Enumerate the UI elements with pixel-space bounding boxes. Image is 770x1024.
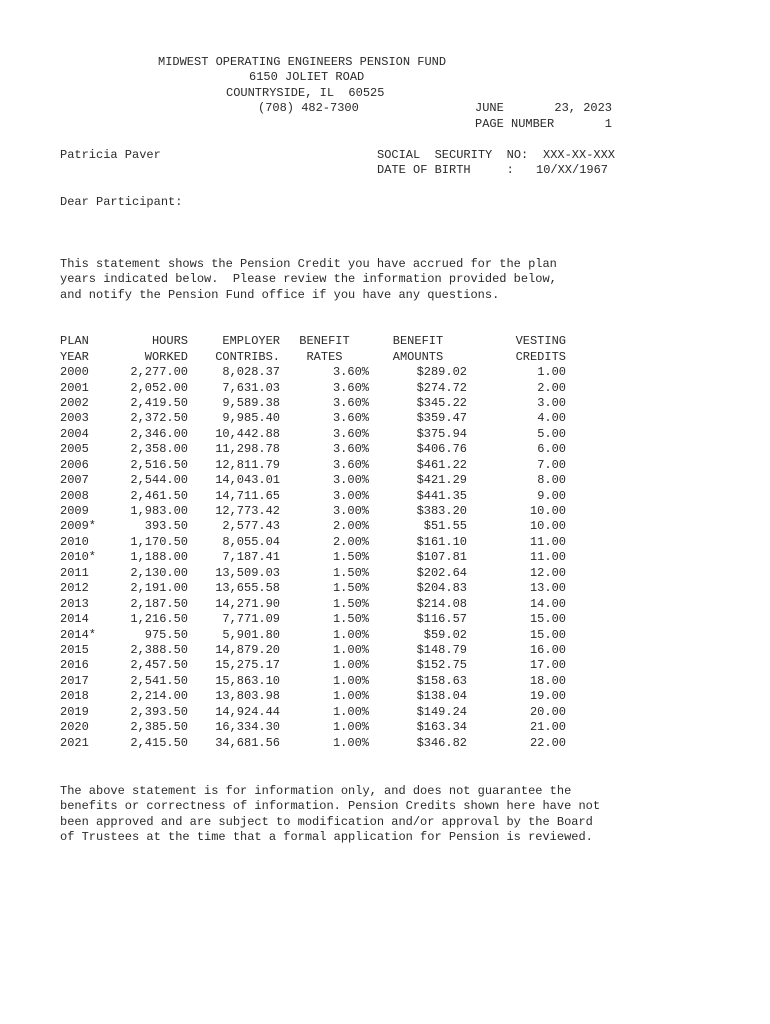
table-row	[60, 566, 566, 581]
benefit-amount-cell: $359.47	[416, 411, 467, 426]
header-hours: HOURS	[151, 334, 188, 349]
benefit-rate-cell: 3.60%	[332, 442, 369, 457]
ssn-value: XXX-XX-XXX	[543, 148, 616, 162]
vesting-credits-cell: 9.00	[537, 488, 566, 503]
hours-worked-cell: 2,052.00	[130, 380, 188, 395]
hours-worked-cell: 2,388.50	[130, 642, 188, 657]
ssn-label: SOCIAL SECURITY NO:	[377, 148, 529, 162]
benefit-rate-cell: 1.00%	[332, 673, 369, 688]
vesting-credits-cell: 11.00	[529, 550, 566, 565]
hours-worked-cell: 2,187.50	[130, 596, 188, 611]
benefit-rate-cell: 1.50%	[332, 565, 369, 580]
benefit-rate-cell: 1.00%	[332, 627, 369, 642]
benefit-rate-cell: 3.60%	[332, 380, 369, 395]
intro-line: and notify the Pension Fund office if you have any questions.	[60, 288, 500, 302]
employer-contribs-cell: 13,509.03	[215, 565, 280, 580]
header-worked: WORKED	[144, 349, 188, 364]
hours-worked-cell: 1,170.50	[130, 534, 188, 549]
plan-year-cell: 2014*	[60, 627, 97, 642]
employer-contribs-cell: 8,055.04	[222, 534, 280, 549]
table-row	[60, 535, 566, 550]
hours-worked-cell: 1,188.00	[130, 550, 188, 565]
hours-worked-cell: 1,216.50	[130, 612, 188, 627]
participant-name: Patricia Paver	[60, 148, 161, 162]
employer-contribs-cell: 9,985.40	[222, 411, 280, 426]
hours-worked-cell: 2,372.50	[130, 411, 188, 426]
header-plan: PLAN	[60, 334, 89, 349]
benefit-rate-cell: 1.00%	[332, 689, 369, 704]
table-row	[60, 581, 566, 596]
benefit-amount-cell: $204.83	[416, 581, 467, 596]
benefit-amount-cell: $214.08	[416, 596, 467, 611]
header-rates: RATES	[306, 349, 343, 364]
benefit-amount-cell: $345.22	[416, 395, 467, 410]
benefit-rate-cell: 2.00%	[332, 534, 369, 549]
vesting-credits-cell: 21.00	[529, 720, 566, 735]
pension-credit-table	[60, 334, 566, 751]
benefit-amount-cell: $375.94	[416, 426, 467, 441]
table-row	[60, 411, 566, 426]
employer-contribs-cell: 13,655.58	[215, 581, 280, 596]
employer-contribs-cell: 14,711.65	[215, 488, 280, 503]
plan-year-cell: 2017	[60, 673, 89, 688]
benefit-rate-cell: 1.00%	[332, 658, 369, 673]
benefit-amount-cell: $202.64	[416, 565, 467, 580]
plan-year-cell: 2020	[60, 720, 89, 735]
page-number: 1	[604, 117, 612, 131]
vesting-credits-cell: 15.00	[529, 627, 566, 642]
header-credits: CREDITS	[515, 349, 566, 364]
benefit-rate-cell: 1.00%	[332, 735, 369, 750]
employer-contribs-cell: 13,803.98	[215, 689, 280, 704]
table-row	[60, 519, 566, 534]
statement-date-day-year: 23, 2023	[554, 101, 612, 115]
header-vesting: VESTING	[515, 334, 566, 349]
employer-contribs-cell: 7,631.03	[222, 380, 280, 395]
benefit-amount-cell: $289.02	[416, 365, 467, 380]
benefit-amount-cell: $149.24	[416, 704, 467, 719]
dob-value: 10/XX/1967	[536, 163, 609, 177]
table-row	[60, 550, 566, 565]
benefit-amount-cell: $421.29	[416, 473, 467, 488]
table-row	[60, 458, 566, 473]
header-benefit-amounts: BENEFIT	[392, 334, 444, 349]
header-employer: EMPLOYER	[222, 334, 280, 349]
employer-contribs-cell: 14,271.90	[215, 596, 280, 611]
vesting-credits-cell: 2.00	[537, 380, 566, 395]
plan-year-cell: 2001	[60, 380, 89, 395]
plan-year-cell: 2014	[60, 612, 89, 627]
plan-year-cell: 2010*	[60, 550, 97, 565]
benefit-rate-cell: 1.50%	[332, 581, 369, 596]
dob-label: DATE OF BIRTH :	[377, 163, 514, 177]
fund-phone: (708) 482-7300	[258, 101, 359, 115]
page-number-label: PAGE NUMBER	[475, 117, 555, 131]
employer-contribs-cell: 5,901.80	[222, 627, 280, 642]
table-row	[60, 473, 566, 488]
table-row	[60, 596, 566, 611]
benefit-amount-cell: $461.22	[416, 457, 467, 472]
benefit-amount-cell: $51.55	[423, 519, 467, 534]
employer-contribs-cell: 8,028.37	[222, 365, 280, 380]
benefit-rate-cell: 3.00%	[332, 504, 369, 519]
benefit-amount-cell: $441.35	[416, 488, 467, 503]
header-year: YEAR	[60, 349, 89, 364]
benefit-rate-cell: 3.60%	[332, 395, 369, 410]
employer-contribs-cell: 14,924.44	[215, 704, 280, 719]
table-row	[60, 396, 566, 411]
benefit-amount-cell: $383.20	[416, 504, 467, 519]
plan-year-cell: 2013	[60, 596, 89, 611]
plan-year-cell: 2003	[60, 411, 89, 426]
hours-worked-cell: 2,385.50	[130, 720, 188, 735]
benefit-rate-cell: 1.50%	[332, 550, 369, 565]
benefit-amount-cell: $158.63	[416, 673, 467, 688]
hours-worked-cell: 2,544.00	[130, 473, 188, 488]
benefit-amount-cell: $163.34	[416, 720, 467, 735]
disclaimer-line: The above statement is for information only, and does not guarantee the	[60, 784, 572, 798]
employer-contribs-cell: 16,334.30	[215, 720, 280, 735]
benefit-amount-cell: $274.72	[416, 380, 467, 395]
plan-year-cell: 2009*	[60, 519, 97, 534]
benefit-rate-cell: 3.60%	[332, 426, 369, 441]
employer-contribs-cell: 7,187.41	[222, 550, 280, 565]
vesting-credits-cell: 3.00	[537, 395, 566, 410]
table-row	[60, 488, 566, 503]
plan-year-cell: 2015	[60, 642, 89, 657]
plan-year-cell: 2007	[60, 473, 89, 488]
hours-worked-cell: 2,393.50	[130, 704, 188, 719]
vesting-credits-cell: 13.00	[529, 581, 566, 596]
hours-worked-cell: 2,277.00	[130, 365, 188, 380]
table-row	[60, 674, 566, 689]
benefit-rate-cell: 3.60%	[332, 365, 369, 380]
vesting-credits-cell: 10.00	[529, 519, 566, 534]
table-row	[60, 442, 566, 457]
hours-worked-cell: 2,415.50	[130, 735, 188, 750]
vesting-credits-cell: 8.00	[537, 473, 566, 488]
vesting-credits-cell: 7.00	[537, 457, 566, 472]
employer-contribs-cell: 14,043.01	[215, 473, 280, 488]
vesting-credits-cell: 1.00	[537, 365, 566, 380]
vesting-credits-cell: 17.00	[529, 658, 566, 673]
plan-year-cell: 2011	[60, 565, 89, 580]
table-row	[60, 504, 566, 519]
employer-contribs-cell: 9,589.38	[222, 395, 280, 410]
benefit-rate-cell: 3.60%	[332, 411, 369, 426]
employer-contribs-cell: 2,577.43	[222, 519, 280, 534]
table-body	[60, 365, 566, 751]
employer-contribs-cell: 14,879.20	[215, 642, 280, 657]
benefit-amount-cell: $346.82	[416, 735, 467, 750]
table-row	[60, 643, 566, 658]
plan-year-cell: 2004	[60, 426, 89, 441]
fund-name: MIDWEST OPERATING ENGINEERS PENSION FUND	[158, 55, 447, 69]
benefit-rate-cell: 3.00%	[332, 488, 369, 503]
benefit-amount-cell: $406.76	[416, 442, 467, 457]
benefit-amount-cell: $148.79	[416, 642, 467, 657]
vesting-credits-cell: 5.00	[537, 426, 566, 441]
benefit-rate-cell: 1.00%	[332, 704, 369, 719]
disclaimer-line: benefits or correctness of information. Pension Credits shown here have not	[60, 799, 601, 813]
header-contribs: CONTRIBS.	[215, 349, 280, 364]
plan-year-cell: 2006	[60, 457, 89, 472]
plan-year-cell: 2016	[60, 658, 89, 673]
vesting-credits-cell: 22.00	[529, 735, 566, 750]
disclaimer-line: of Trustees at the time that a formal application for Pension is reviewed.	[60, 830, 593, 844]
vesting-credits-cell: 19.00	[529, 689, 566, 704]
table-header-row	[60, 334, 566, 349]
benefit-rate-cell: 2.00%	[332, 519, 369, 534]
benefit-amount-cell: $161.10	[416, 534, 467, 549]
intro-line: This statement shows the Pension Credit you have accrued for the plan	[60, 257, 557, 271]
plan-year-cell: 2002	[60, 395, 89, 410]
vesting-credits-cell: 12.00	[529, 565, 566, 580]
benefit-rate-cell: 1.00%	[332, 720, 369, 735]
vesting-credits-cell: 11.00	[529, 534, 566, 549]
plan-year-cell: 2000	[60, 365, 89, 380]
greeting: Dear Participant:	[60, 195, 183, 209]
hours-worked-cell: 2,541.50	[130, 673, 188, 688]
benefit-amount-cell: $107.81	[416, 550, 467, 565]
employer-contribs-cell: 34,681.56	[215, 735, 280, 750]
employer-contribs-cell: 15,863.10	[215, 673, 280, 688]
hours-worked-cell: 2,130.00	[130, 565, 188, 580]
employer-contribs-cell: 12,773.42	[215, 504, 280, 519]
vesting-credits-cell: 10.00	[529, 504, 566, 519]
plan-year-cell: 2005	[60, 442, 89, 457]
table-row	[60, 627, 566, 642]
header-benefit-rates: BENEFIT	[299, 334, 350, 349]
plan-year-cell: 2009	[60, 504, 89, 519]
plan-year-cell: 2019	[60, 704, 89, 719]
hours-worked-cell: 2,419.50	[130, 395, 188, 410]
plan-year-cell: 2018	[60, 689, 89, 704]
benefit-rate-cell: 1.00%	[332, 642, 369, 657]
plan-year-cell: 2010	[60, 534, 89, 549]
hours-worked-cell: 1,983.00	[130, 504, 188, 519]
benefit-amount-cell: $138.04	[416, 689, 467, 704]
vesting-credits-cell: 4.00	[537, 411, 566, 426]
hours-worked-cell: 2,461.50	[130, 488, 188, 503]
vesting-credits-cell: 6.00	[537, 442, 566, 457]
hours-worked-cell: 393.50	[144, 519, 188, 534]
table-row	[60, 705, 566, 720]
table-row	[60, 380, 566, 395]
table-row	[60, 612, 566, 627]
table-row	[60, 735, 566, 750]
employer-contribs-cell: 15,275.17	[215, 658, 280, 673]
plan-year-cell: 2012	[60, 581, 89, 596]
hours-worked-cell: 2,191.00	[130, 581, 188, 596]
header-amounts: AMOUNTS	[392, 349, 444, 364]
employer-contribs-cell: 11,298.78	[215, 442, 280, 457]
statement-date-month: JUNE	[475, 101, 504, 115]
disclaimer-line: been approved and are subject to modification and/or approval by the Board	[60, 815, 593, 829]
employer-contribs-cell: 12,811.79	[215, 457, 280, 472]
hours-worked-cell: 2,457.50	[130, 658, 188, 673]
fund-street: 6150 JOLIET ROAD	[249, 70, 365, 84]
plan-year-cell: 2008	[60, 488, 89, 503]
vesting-credits-cell: 14.00	[529, 596, 566, 611]
hours-worked-cell: 2,516.50	[130, 457, 188, 472]
intro-line: years indicated below. Please review the information provided below,	[60, 272, 557, 286]
benefit-rate-cell: 3.00%	[332, 473, 369, 488]
benefit-amount-cell: $116.57	[416, 612, 467, 627]
table-row	[60, 427, 566, 442]
benefit-rate-cell: 1.50%	[332, 612, 369, 627]
table-row	[60, 689, 566, 704]
benefit-rate-cell: 1.50%	[332, 596, 369, 611]
vesting-credits-cell: 15.00	[529, 612, 566, 627]
employer-contribs-cell: 7,771.09	[222, 612, 280, 627]
table-row	[60, 720, 566, 735]
hours-worked-cell: 2,346.00	[130, 426, 188, 441]
table-header-row	[60, 349, 566, 364]
vesting-credits-cell: 20.00	[529, 704, 566, 719]
plan-year-cell: 2021	[60, 735, 89, 750]
benefit-amount-cell: $59.02	[423, 627, 467, 642]
vesting-credits-cell: 16.00	[529, 642, 566, 657]
hours-worked-cell: 2,214.00	[130, 689, 188, 704]
hours-worked-cell: 975.50	[144, 627, 188, 642]
table-row	[60, 365, 566, 380]
table-row	[60, 658, 566, 673]
employer-contribs-cell: 10,442.88	[215, 426, 280, 441]
benefit-rate-cell: 3.60%	[332, 457, 369, 472]
benefit-amount-cell: $152.75	[416, 658, 467, 673]
hours-worked-cell: 2,358.00	[130, 442, 188, 457]
fund-city: COUNTRYSIDE, IL 60525	[226, 86, 385, 100]
vesting-credits-cell: 18.00	[529, 673, 566, 688]
